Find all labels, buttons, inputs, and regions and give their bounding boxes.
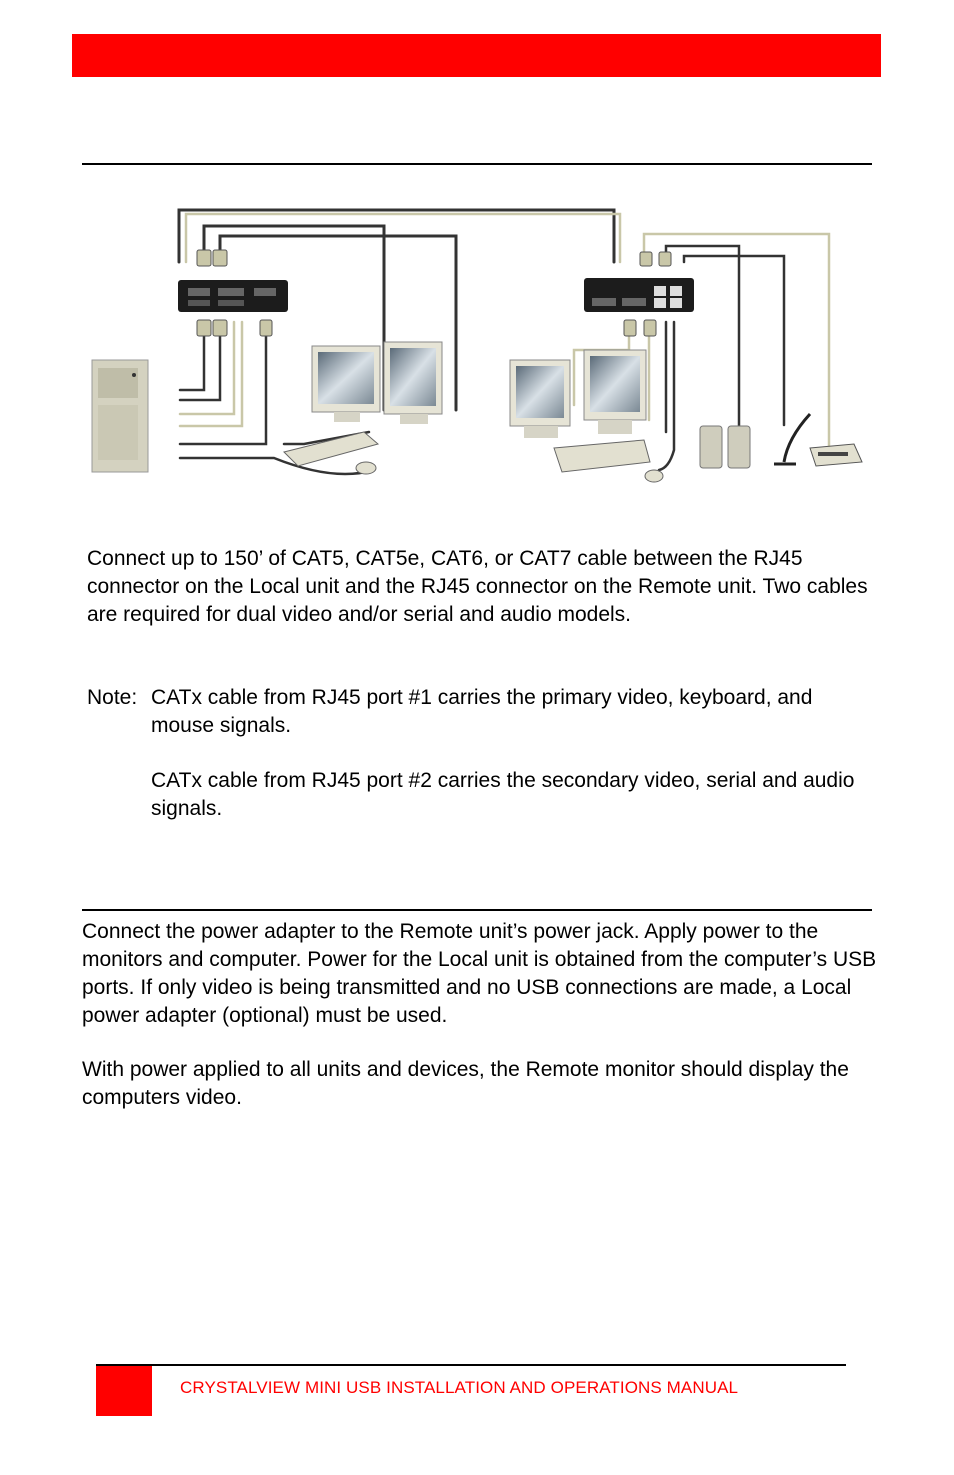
speaker-icon bbox=[700, 426, 750, 468]
local-unit-icon bbox=[178, 280, 288, 312]
note-label: Note: bbox=[87, 686, 138, 709]
section-divider-power bbox=[82, 909, 872, 911]
power-paragraph: Connect the power adapter to the Remote unit’s power jack. Apply power to the monitors and computer. Power for the Local unit is obtained from the computer’s USB ports. If only video is being transmitted and no USB connections are made, a Local power adapter (optional) must be used. bbox=[82, 920, 877, 1027]
footer-red-box bbox=[96, 1366, 152, 1416]
cable-connection-paragraph: Connect up to 150’ of CAT5, CAT5e, CAT6, or CAT7 cable between the RJ45 connector on the Local unit and the RJ45 connector on the Remote unit. Two cables are required for dual video and/or serial and audio models. bbox=[87, 547, 868, 626]
keyboard-icon bbox=[284, 432, 650, 472]
remote-unit-icon bbox=[584, 278, 694, 312]
header-red-bar bbox=[72, 34, 881, 77]
footer-divider bbox=[96, 1364, 846, 1366]
section-divider-top bbox=[82, 163, 872, 165]
computer-tower-icon bbox=[92, 360, 148, 472]
footer-manual-title: CRYSTALVIEW MINI USB INSTALLATION AND OPERATIONS MANUAL bbox=[180, 1378, 739, 1397]
power-result-paragraph: With power applied to all units and devices, the Remote monitor should display the computers video. bbox=[82, 1058, 849, 1109]
note-port-1: CATx cable from RJ45 port #1 carries the primary video, keyboard, and mouse signals. bbox=[151, 686, 813, 737]
connection-diagram bbox=[84, 200, 874, 500]
monitor-icon bbox=[510, 350, 646, 438]
microphone-icon bbox=[774, 414, 810, 464]
monitor-icon bbox=[312, 342, 442, 424]
serial-device-icon bbox=[810, 444, 862, 466]
note-port-2: CATx cable from RJ45 port #2 carries the secondary video, serial and audio signals. bbox=[151, 769, 855, 820]
